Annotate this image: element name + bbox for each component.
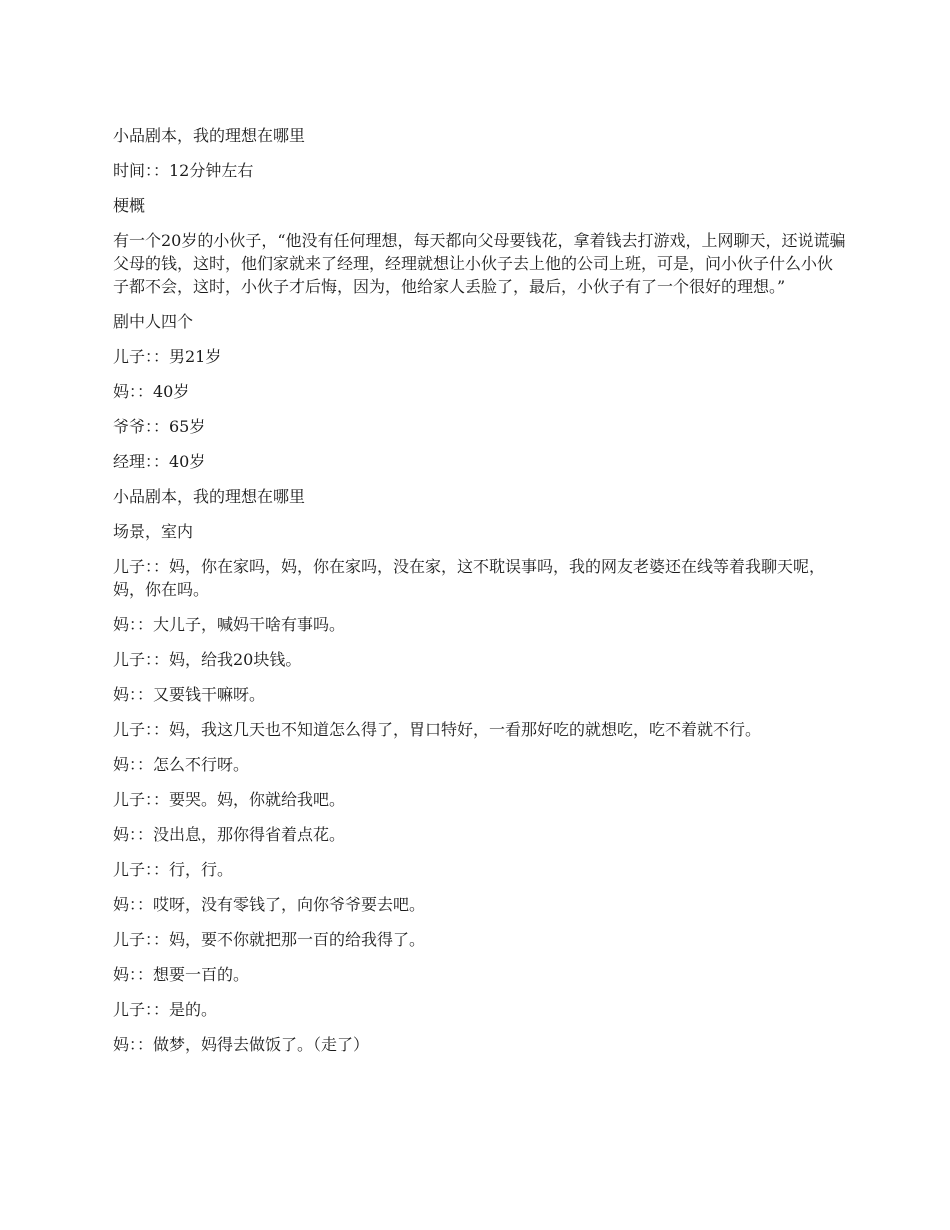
- cast-heading: 剧中人四个: [113, 312, 194, 331]
- scene-line: 场景，室内: [113, 522, 194, 541]
- dialogue-line: 妈：：大儿子，喊妈干啥有事吗。: [113, 615, 346, 634]
- dialogue-line: 儿子：：妈，我这几天也不知道怎么得了，胃口特好，一看那好吃的就想吃，吃不着就不行。: [113, 720, 762, 739]
- cast-manager: 经理：：40岁: [113, 452, 206, 471]
- dialogue-line: 儿子：：妈，给我20块钱。: [113, 650, 302, 669]
- dialogue-line: 儿子：：妈，要不你就把那一百的给我得了。: [113, 930, 426, 949]
- dialogue-line: 妈：：做梦，妈得去做饭了。（走了）: [113, 1035, 370, 1054]
- script-title-repeat: 小品剧本，我的理想在哪里: [113, 487, 306, 506]
- synopsis-text: 有一个20岁的小伙子，“他没有任何理想，每天都向父母要钱花，拿着钱去打游戏，上网聊天，还说谎骗父母的钱，这时，他们家就来了经理，经理就想让小伙子去上他的公司上班，可是，问小伙子什么小伙子都不会，这时，小伙子才后悔，因为，他给家人丢脸了，最后，小伙子有了一个很好的理想。”: [113, 231, 846, 296]
- cast-grandpa: 爷爷：：65岁: [113, 417, 206, 436]
- dialogue-line: 妈：：想要一百的。: [113, 965, 250, 984]
- cast-mom: 妈：：40岁: [113, 382, 190, 401]
- dialogue-line: 儿子：：妈，你在家吗，妈，你在家吗，没在家，这不耽误事吗，我的网友老婆还在线等着我聊天呢，妈，你在吗。: [113, 557, 826, 599]
- dialogue-line: 儿子：：行，行。: [113, 860, 234, 879]
- duration-line: 时间：：12分钟左右: [113, 161, 254, 180]
- cast-son: 儿子：：男21岁: [113, 347, 222, 366]
- dialogue-line: 妈：：没出息，那你得省着点花。: [113, 825, 346, 844]
- script-title: 小品剧本，我的理想在哪里: [113, 126, 306, 145]
- dialogue-line: 妈：：怎么不行呀。: [113, 755, 250, 774]
- dialogue-line: 儿子：：要哭。妈，你就给我吧。: [113, 790, 346, 809]
- document-page: [113, 124, 848, 1068]
- synopsis-heading: 梗概: [113, 196, 146, 215]
- dialogue-line: 儿子：：是的。: [113, 1000, 218, 1019]
- dialogue-line: 妈：：哎呀，没有零钱了，向你爷爷要去吧。: [113, 895, 426, 914]
- dialogue-line: 妈：：又要钱干嘛呀。: [113, 685, 266, 704]
